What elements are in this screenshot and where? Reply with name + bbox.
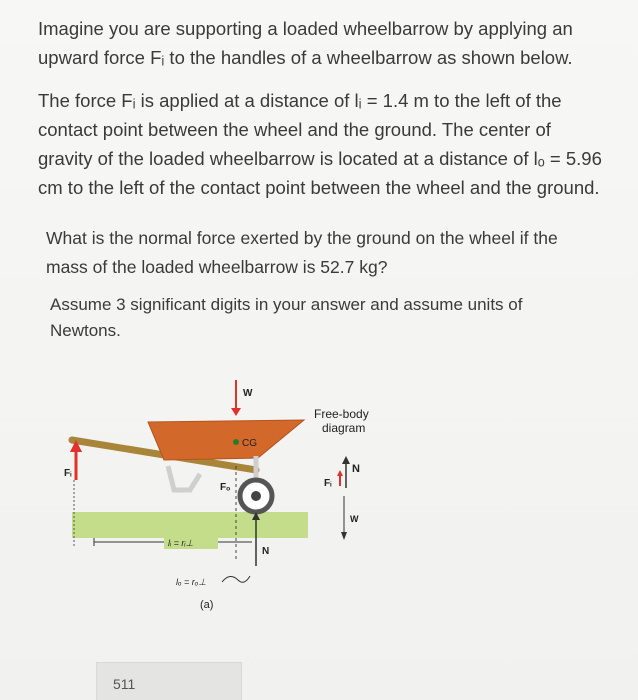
given-line-4: cm to the left of the contact point between the wheel and the ground.	[38, 177, 600, 198]
free-body-diagram	[300, 370, 420, 550]
intro-line-1: Imagine you are supporting a loaded wheelbarrow by applying an	[38, 18, 573, 39]
wheelbarrow-leg	[168, 466, 200, 490]
normal-force-label: N	[262, 546, 270, 557]
instructions-line-2: Newtons.	[50, 321, 121, 340]
fbd-weight-arrowhead	[341, 532, 347, 540]
instructions-line-1: Assume 3 significant digits in your answer and assume units of	[50, 295, 523, 314]
fbd-normal-arrowhead	[342, 456, 350, 464]
intro-line-2: upward force Fᵢ to the handles of a wheelbarrow as shown below.	[38, 47, 573, 68]
fbd-title-line-1: Free-body	[314, 407, 369, 421]
given-line-1: The force Fᵢ is applied at a distance of lᵢ = 1.4 m to the left of the	[38, 90, 562, 111]
answer-value: 511	[113, 676, 136, 692]
fbd-title-line-2: diagram	[322, 421, 366, 435]
weight-arrowhead	[231, 408, 241, 416]
fbd-normal-label: N	[352, 463, 360, 475]
applied-force-label: Fᵢ	[64, 468, 72, 479]
cg-dot	[233, 439, 239, 445]
cg-label: CG	[242, 438, 257, 449]
fbd-weight-label: W	[350, 514, 359, 524]
fbd-applied-label: Fᵢ	[324, 478, 332, 489]
question-line-2: mass of the loaded wheelbarrow is 52.7 kg?	[46, 257, 388, 277]
ground-strip	[72, 512, 308, 538]
given-line-2: contact point between the wheel and the ground. The center of	[38, 119, 551, 140]
question-line-1: What is the normal force exerted by the ground on the wheel if the	[46, 228, 558, 248]
problem-intro	[38, 14, 608, 72]
weight-label: W	[243, 388, 253, 399]
fbd-applied-arrowhead	[337, 470, 343, 476]
wheel-hub	[251, 491, 261, 501]
given-line-3: gravity of the loaded wheelbarrow is located at a distance of lₒ = 5.96	[38, 148, 602, 169]
output-force-label: Fₒ	[220, 482, 231, 493]
li-label: lᵢ = rᵢ⊥	[168, 538, 194, 548]
lo-label: lₒ = rₒ⊥	[176, 577, 207, 587]
problem-given	[38, 86, 608, 202]
lo-pointer	[222, 576, 250, 582]
answer-field[interactable]	[96, 662, 242, 700]
wheelbarrow-tray	[148, 420, 304, 460]
problem-instructions	[50, 292, 620, 344]
figure-caption: (a)	[200, 599, 214, 611]
problem-question	[46, 224, 616, 282]
